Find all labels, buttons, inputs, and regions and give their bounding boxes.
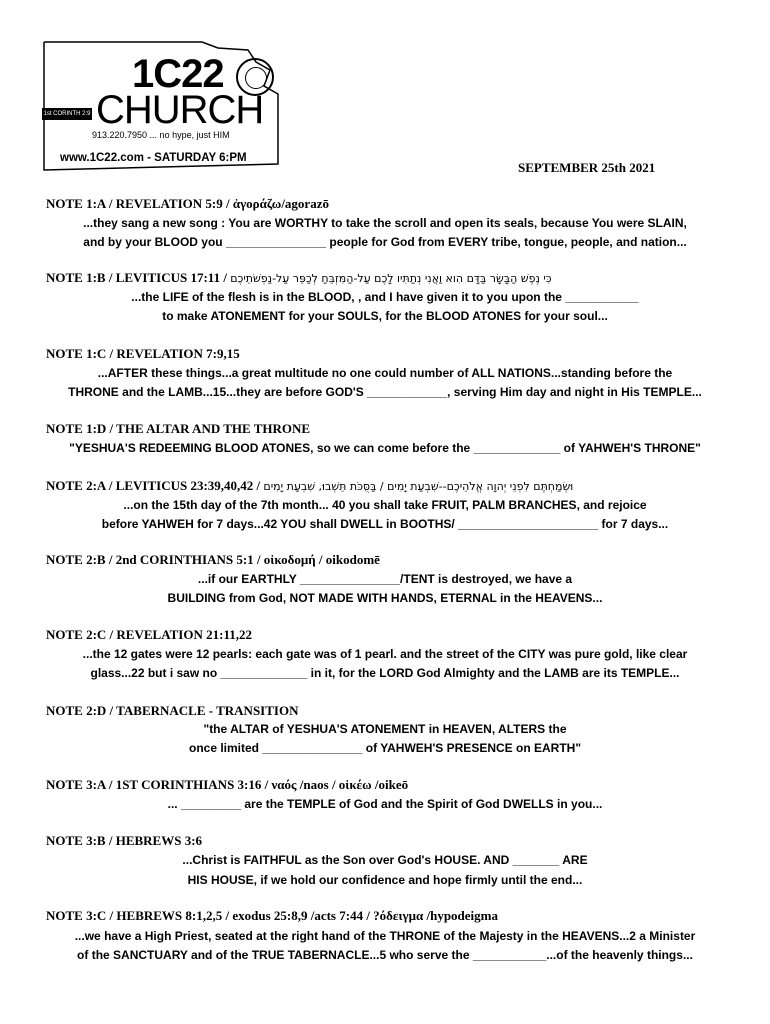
logo-church-text: CHURCH (96, 88, 264, 132)
church-logo (42, 40, 282, 172)
note-line: ...if our EARTHLY _______________/TENT is destroyed, we have a (197, 572, 573, 586)
note-line: of the SANCTUARY and of the TRUE TABERNACLE...5 who serve the ___________...of the heavenly things... (77, 948, 693, 962)
note-heading: NOTE 2:D / TABERNACLE - TRANSITION (46, 703, 299, 718)
note-heading: NOTE 1:A / REVELATION 5:9 / ἀγοράζω/agorazō (46, 196, 329, 211)
note-line: to make ATONEMENT for your SOULS, for the BLOOD ATONES for your soul... (162, 309, 608, 323)
note-heading: NOTE 1:C / REVELATION 7:9,15 (46, 346, 240, 361)
note-heading: NOTE 2:C / REVELATION 21:11,22 (46, 627, 252, 642)
note-line: once limited _______________ of YAHWEH'S PRESENCE on EARTH" (188, 741, 582, 755)
note-heading-text: NOTE 2:A / LEVITICUS 23:39,40,42 / (46, 478, 261, 493)
service-date: SEPTEMBER 25th 2021 (518, 160, 656, 175)
hebrew-text: כִּי נֶפֶשׁ הַבָּשָׂר בַּדָּם הִוא וַאֲנִי נְתַתִּיו לָכֶם עַל-הַמִּזְבֵּחַ לְכַפֵּר עַל-נַפְשֹׁתֵיכֶם (230, 272, 552, 285)
note-heading: NOTE 3:A / 1ST CORINTHIANS 3:16 / ναός /naos / οἰκέω /oikeō (46, 777, 409, 792)
note-line: HIS HOUSE, if we hold our confidence and hope firmly until the end... (187, 873, 583, 887)
note-line: THRONE and the LAMB...15...they are before GOD'S ____________, serving Him day and night in His TEMPLE... (68, 385, 702, 399)
note-line: before YAHWEH for 7 days...42 YOU shall DWELL in BOOTHS/ _____________________ for 7 days... (101, 517, 669, 531)
note-line: ...the 12 gates were 12 pearls: each gate was of 1 pearl. and the street of the CITY was pure gold, like clear (82, 647, 688, 661)
note-heading: NOTE 3:B / HEBREWS 3:6 (46, 833, 203, 848)
note-line: and by your BLOOD you _______________ people for God from EVERY tribe, tongue, people, and nation... (83, 235, 687, 249)
note-heading (46, 270, 552, 286)
logo-url: www.1C22.com - SATURDAY 6:PM (60, 152, 247, 164)
note-heading: NOTE 3:C / HEBREWS 8:1,2,5 / exodus 25:8,9 /acts 7:44 / ?όδειγμα /hypodeigma (46, 908, 498, 923)
note-line: "the ALTAR of YESHUA'S ATONEMENT in HEAVEN, ALTERS the (203, 722, 567, 736)
note-line: ...on the 15th day of the 7th month... 40 you shall take FRUIT, PALM BRANCHES, and rejoice (123, 498, 647, 512)
note-line: ... _________ are the TEMPLE of God and the Spirit of God DWELLS in you... (167, 797, 603, 811)
hebrew-text: וּשְׂמַחְתֶּם לִפְנֵי יְהוָה אֱלֹהֵיכֶם--שִׁבְעַת יָמִים / בַּסֻּכֹּת תֵּשְׁבוּ, שִׁבְעַת יָמִים (263, 480, 574, 493)
logo-main-text: 1C22 (132, 52, 224, 96)
note-heading (46, 478, 573, 494)
logo-tagline: 913.220.7950 ... no hype, just HIM (92, 130, 230, 140)
logo-side-label: 1st CORINTH 2:9 (42, 108, 92, 120)
note-line: "YESHUA'S REDEEMING BLOOD ATONES, so we can come before the _____________ of YAHWEH'S THRONE" (69, 441, 701, 455)
note-line: BUILDING from God, NOT MADE WITH HANDS, ETERNAL in the HEAVENS... (167, 591, 603, 605)
note-line: ...AFTER these things...a great multitude no one could number of ALL NATIONS...standing before the (97, 366, 673, 380)
note-line: glass...22 but i saw no _____________ in it, for the LORD God Almighty and the LAMB are its TEMPLE... (90, 666, 680, 680)
note-line: ...we have a High Priest, seated at the right hand of the THRONE of the Majesty in the HEAVENS...2 a Minister (74, 929, 696, 943)
note-heading: NOTE 1:D / THE ALTAR AND THE THRONE (46, 421, 311, 436)
note-line: ...the LIFE of the flesh is in the BLOOD, , and I have given it to you upon the ___________ (131, 290, 639, 304)
note-heading: NOTE 2:B / 2nd CORINTHIANS 5:1 / οἰκοδομή / oikodomē (46, 552, 380, 567)
note-line: ...Christ is FAITHFUL as the Son over God's HOUSE. AND _______ ARE (182, 853, 588, 867)
note-line: ...they sang a new song : You are WORTHY to take the scroll and open its seals, because You were SLAIN, (83, 216, 687, 230)
note-heading-text: NOTE 1:B / LEVITICUS 17:11 / (46, 270, 227, 285)
